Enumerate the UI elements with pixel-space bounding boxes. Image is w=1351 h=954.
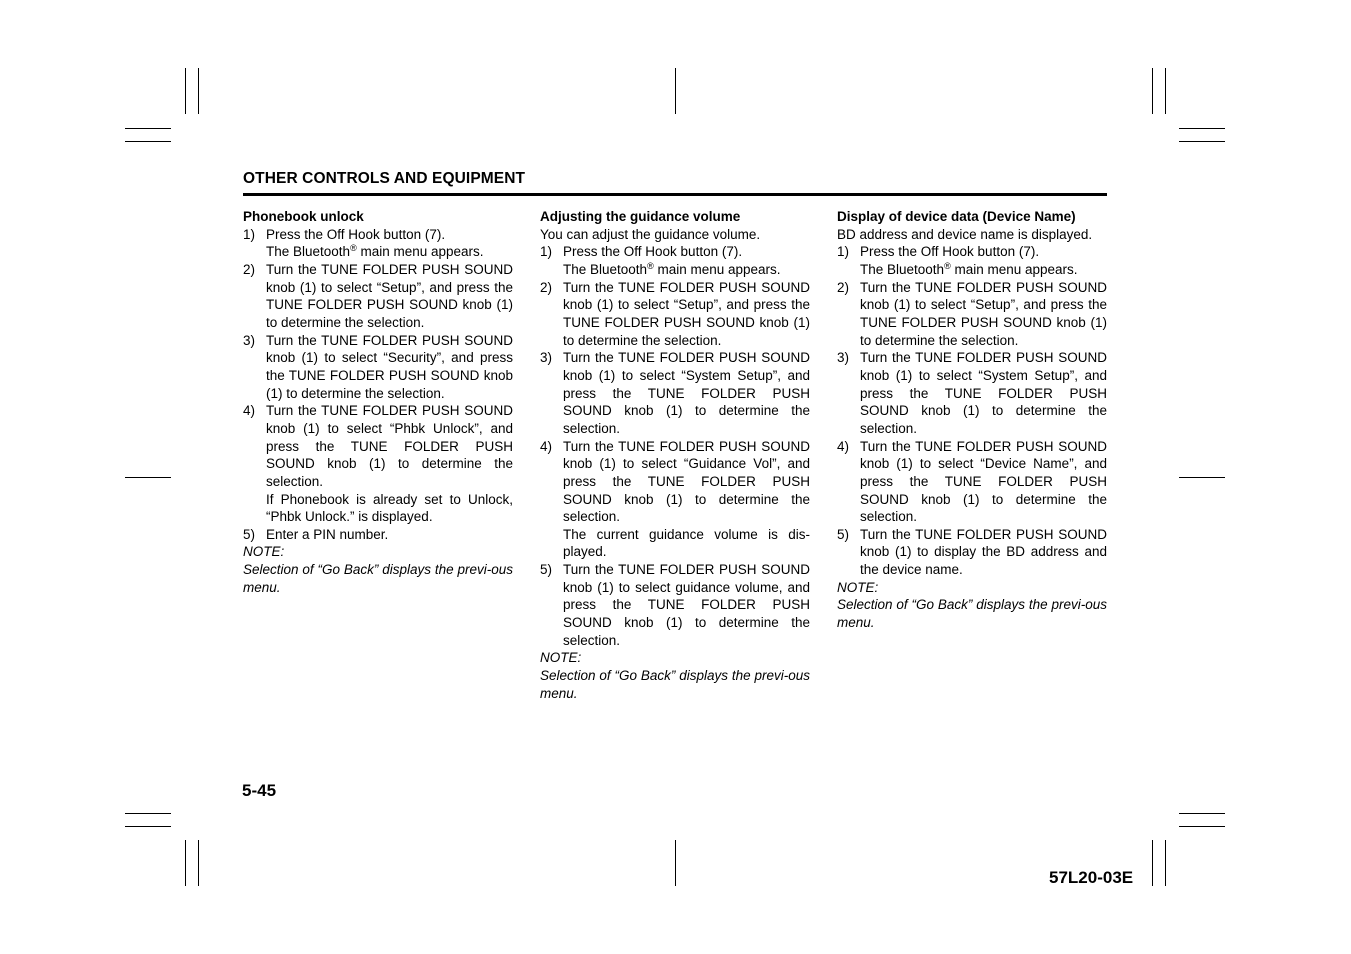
list-item: 3) Turn the TUNE FOLDER PUSH SOUND knob (1) to select “System Setup”, and press the TUNE FOLDER PUSH SOUND knob (1) to determine the selection.	[837, 350, 1107, 436]
note-text: Selection of “Go Back” displays the previ-ous menu.	[243, 562, 513, 595]
steps-list	[837, 243, 1107, 578]
list-item: 5) Enter a PIN number.	[243, 526, 389, 542]
column-guidance-volume	[540, 208, 810, 702]
column-device-name	[837, 208, 1107, 632]
list-item: 3) Turn the TUNE FOLDER PUSH SOUND knob (1) to select “System Setup”, and press the TUNE FOLDER PUSH SOUND knob (1) to determine the selection.	[540, 350, 810, 436]
list-item: 4) Turn the TUNE FOLDER PUSH SOUND knob (1) to select “Device Name”, and press the TUNE FOLDER PUSH SOUND knob (1) to determine the selection.	[837, 438, 1107, 525]
list-item: 2) Turn the TUNE FOLDER PUSH SOUND knob (1) to select “Setup”, and press the TUNE FOLDER PUSH SOUND knob (1) to determine the selection.	[540, 279, 810, 348]
list-item: 2) Turn the TUNE FOLDER PUSH SOUND knob (1) to select “Setup”, and press the TUNE FOLDER PUSH SOUND knob (1) to determine the selection.	[837, 279, 1107, 348]
column-heading: Adjusting the guidance volume	[540, 209, 741, 224]
steps-list	[243, 226, 513, 544]
list-item: 1) Press the Off Hook button (7). The Bluetooth® main menu appears.	[540, 244, 781, 277]
list-item: 5) Turn the TUNE FOLDER PUSH SOUND knob (1) to display the BD address and the device name.	[837, 526, 1107, 578]
note-text: Selection of “Go Back” displays the previ-ous menu.	[837, 597, 1107, 631]
column-intro: BD address and device name is displayed.	[837, 226, 1093, 242]
column-phonebook-unlock	[243, 208, 513, 596]
list-item: 2) Turn the TUNE FOLDER PUSH SOUND knob (1) to select “Setup”, and press the TUNE FOLDER PUSH SOUND knob (1) to determine the selection.	[243, 261, 513, 330]
column-heading: Phonebook unlock	[243, 209, 364, 224]
steps-list	[540, 243, 810, 649]
list-item: 1) Press the Off Hook button (7). The Bluetooth® main menu appears.	[837, 244, 1078, 277]
list-item: 1) Press the Off Hook button (7). The Bluetooth® main menu appears.	[243, 226, 484, 260]
note-text: Selection of “Go Back” displays the previ-ous menu.	[540, 668, 810, 701]
list-item: 5) Turn the TUNE FOLDER PUSH SOUND knob (1) to select guidance volume, and press the TUNE FOLDER PUSH SOUND knob (1) to determine the selection.	[540, 562, 810, 648]
note-label: NOTE:	[540, 650, 582, 666]
note-label: NOTE:	[837, 579, 879, 595]
list-item: 4) Turn the TUNE FOLDER PUSH SOUND knob (1) to select “Phbk Unlock”, and press the TUNE FOLDER PUSH SOUND knob (1) to determine the selection. If Phonebook is already set to Unlock, “Phbk Unlock.” is displayed.	[243, 403, 513, 525]
list-item: 3) Turn the TUNE FOLDER PUSH SOUND knob (1) to select “Security”, and press the TUNE FOLDER PUSH SOUND knob (1) to determine the selection.	[243, 332, 513, 401]
list-item: 4) Turn the TUNE FOLDER PUSH SOUND knob (1) to select “Guidance Vol”, and press the TUNE FOLDER PUSH SOUND knob (1) to determine the selection. The current guidance volume is dis-played.	[540, 438, 810, 560]
document-code: 57L20-03E	[1049, 868, 1134, 887]
column-intro: You can adjust the guidance volume.	[540, 226, 761, 242]
header-rule	[243, 193, 1107, 196]
page-number: 5-45	[242, 781, 277, 800]
column-heading: Display of device data (Device Name)	[837, 209, 1076, 224]
section-title: OTHER CONTROLS AND EQUIPMENT	[243, 170, 526, 187]
note-label: NOTE:	[243, 544, 285, 560]
